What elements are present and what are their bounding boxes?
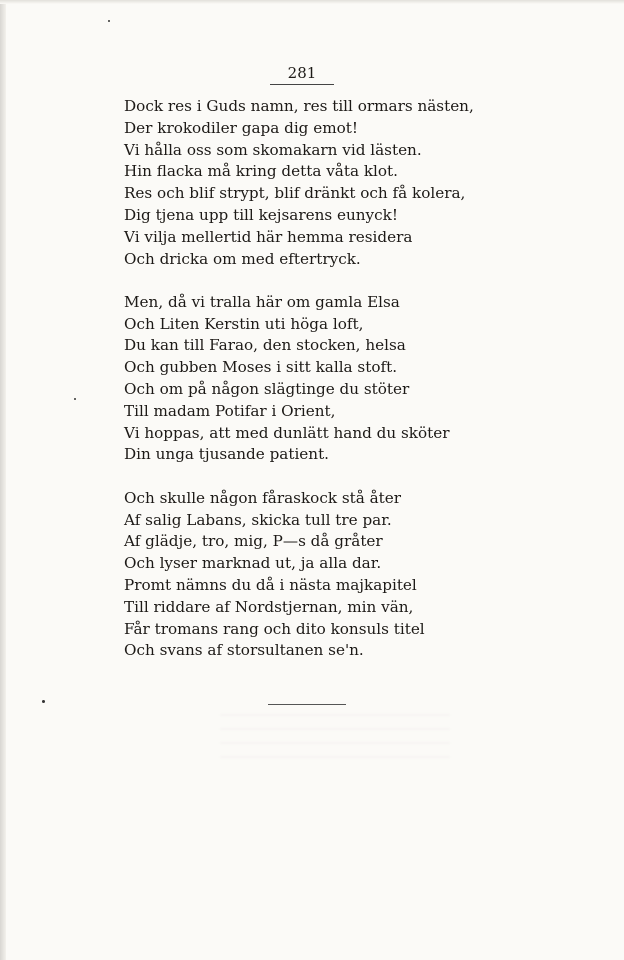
poem-line: Promt nämns du då i nästa majkapitel [124,575,417,594]
poem-line: Du kan till Farao, den stocken, helsa [124,336,406,355]
poem-line: Vi vilja mellertid här hemma residera [124,227,413,246]
poem-line: Och dricka om med eftertryck. [124,249,361,268]
ink-speck [74,398,76,400]
poem-line: Hin flacka må kring detta våta klot. [124,162,398,181]
show-through-texture [220,712,450,758]
poem-line: Af salig Labans, skicka tull tre par. [124,510,392,529]
poem-line: Vi hoppas, att med dunlätt hand du sköter [124,423,450,442]
poem-line: Får tromans rang och dito konsuls titel [124,619,425,638]
poem-line: Och skulle någon fåraskock stå åter [124,488,402,507]
poem-line: Och svans af storsultanen se'n. [124,641,364,660]
poem-line: Och Liten Kerstin uti höga loft, [124,314,364,333]
page-edge-shadow [0,0,6,960]
poem [124,96,504,684]
poem-line: Dock res i Guds namn, res till ormars nästen, [124,97,474,115]
poem-line: Och gubben Moses i sitt kalla stoft. [124,358,398,377]
poem-line: Af glädje, tro, mig, P—s då gråter [124,532,383,551]
stanza-3 [124,488,504,662]
poem-line: Dig tjena upp till kejsarens eunyck! [124,205,398,224]
page-number: 281 [287,64,317,82]
end-rule [268,704,346,705]
poem-line: Till madam Potifar i Orient, [124,401,336,420]
poem-line: Och om på någon slägtinge du stöter [124,380,410,399]
poem-line: Vi hålla oss som skomakarn vid lästen. [124,140,422,159]
poem-line: Till riddare af Nordstjernan, min vän, [124,597,414,616]
poem-line: Din unga tjusande patient. [124,445,330,464]
page-number-rule [270,84,334,85]
ink-speck [42,700,45,703]
ink-speck [108,20,110,22]
poem-line: Men, då vi tralla här om gamla Elsa [124,292,400,311]
page-top-shadow [0,0,624,4]
poem-line: Der krokodiler gapa dig emot! [124,118,358,137]
poem-line: Res och blif strypt, blif dränkt och få kolera, [124,184,466,203]
stanza-1 [124,96,504,270]
poem-line: Och lyser marknad ut, ja alla dar. [124,554,382,573]
stanza-2 [124,292,504,466]
